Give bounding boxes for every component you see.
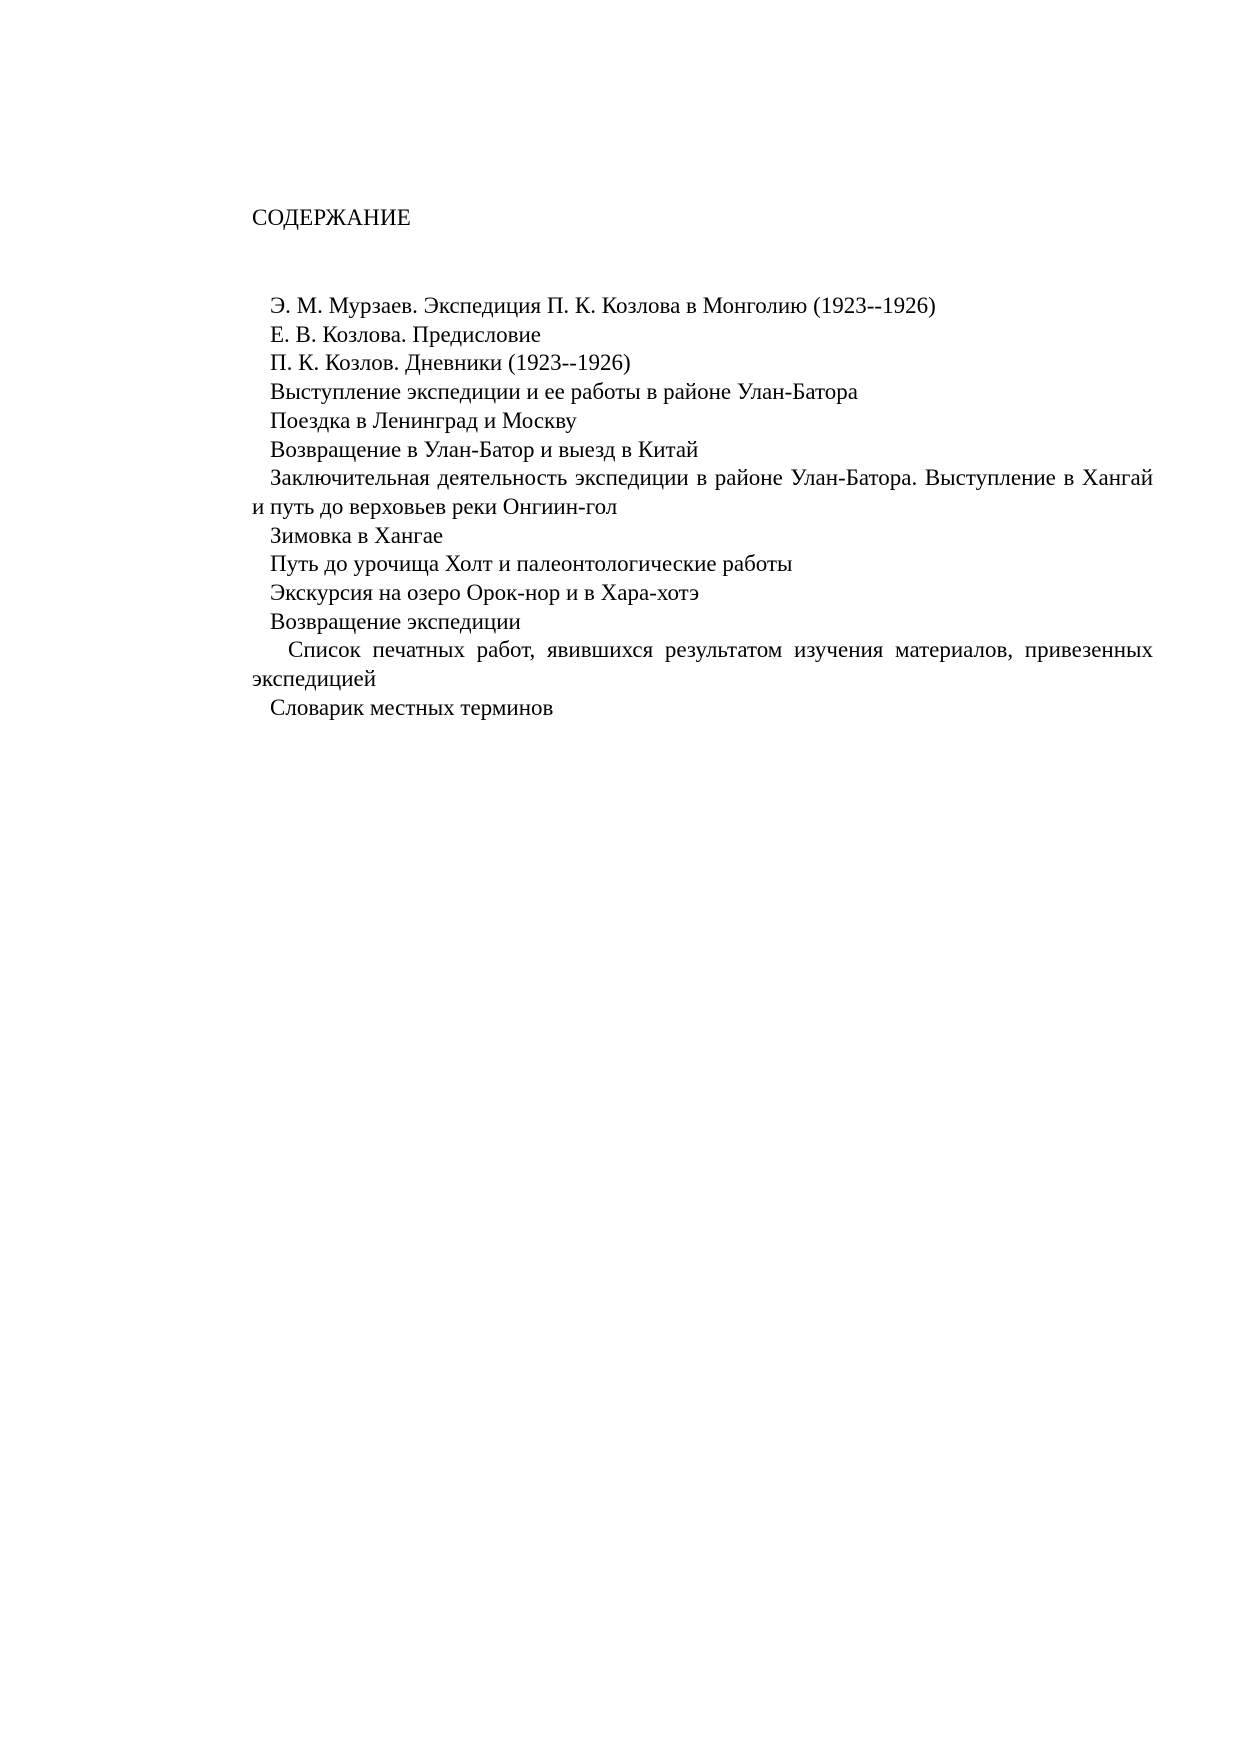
toc-item-expedition-return: Возвращение экспедиции bbox=[270, 608, 521, 634]
toc-item-trip-leningrad-moscow: Поездка в Ленинград и Москву bbox=[270, 407, 577, 433]
table-of-contents bbox=[252, 292, 1153, 723]
page-title: СОДЕРЖАНИЕ bbox=[252, 205, 412, 230]
toc-item-excursion-orok-nor: Экскурсия на озеро Орок-нор и в Хара-хотэ bbox=[270, 580, 700, 606]
toc-item-kozlov-diaries: П. К. Козлов. Дневники (1923--1926) bbox=[270, 350, 631, 376]
toc-item-murzaev-intro: Э. М. Мурзаев. Экспедиция П. К. Козлова в Монголию (1923--1926) bbox=[270, 293, 936, 318]
toc-item-path-kholt: Путь до урочища Холт и палеонтологические работы bbox=[270, 551, 793, 577]
toc-item-publications-list: Список печатных работ, явившихся результатом изучения материалов, привезенных экспедицией bbox=[252, 637, 1153, 692]
toc-item-return-ulan-bator: Возвращение в Улан-Батор и выезд в Китай bbox=[270, 436, 699, 462]
toc-item-expedition-start: Выступление экспедиции и ее работы в районе Улан-Батора bbox=[270, 379, 859, 405]
toc-item-kozlova-preface: Е. В. Козлова. Предисловие bbox=[270, 321, 542, 347]
toc-item-glossary: Словарик местных терминов bbox=[270, 694, 554, 720]
toc-item-wintering-khangai: Зимовка в Хангае bbox=[270, 522, 444, 548]
toc-item-final-activity: Заключительная деятельность экспедиции в районе Улан-Батора. Выступление в Хангай и путь до верховьев реки Онгиин-гол bbox=[252, 465, 1153, 519]
